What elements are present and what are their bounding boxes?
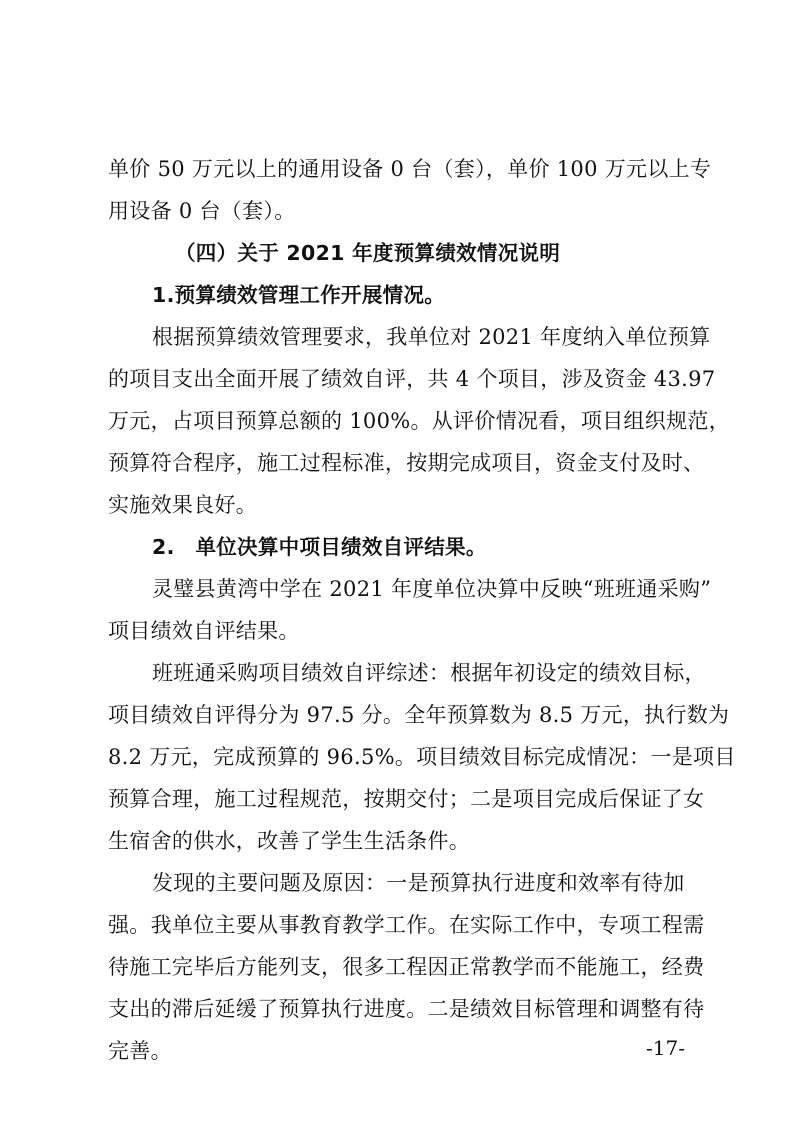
paragraph-line: 完善。: [108, 1039, 172, 1063]
paragraph-line: 单价 50 万元以上的通用设备 0 台（套），单价 100 万元以上专: [108, 157, 712, 181]
paragraph-line: 预算符合程序，施工过程标准，按期完成项目，资金支付及时、: [108, 451, 705, 475]
subsection-heading: 1.预算绩效管理工作开展情况。: [152, 283, 446, 307]
section-heading: （四）关于 2021 年度预算绩效情况说明: [175, 241, 561, 265]
paragraph-line: 实施效果良好。: [108, 493, 258, 517]
page-number: -17-: [646, 1036, 685, 1060]
paragraph-line: 发现的主要问题及原因：一是预算执行进度和效率有待加: [152, 871, 685, 895]
paragraph-line: 生宿舍的供水，改善了学生生活条件。: [108, 829, 471, 853]
paragraph-line: 班班通采购项目绩效自评综述：根据年初设定的绩效目标，: [152, 661, 706, 685]
paragraph-line: 待施工完毕后方能列支，很多工程因正常教学而不能施工，经费: [108, 955, 705, 979]
paragraph-line: 预算合理，施工过程规范，按期交付；二是项目完成后保证了女: [108, 787, 705, 811]
paragraph-line: 灵璧县黄湾中学在 2021 年度单位决算中反映“班班通采购”: [152, 577, 712, 601]
paragraph-line: 项目绩效自评结果。: [108, 619, 300, 643]
paragraph-line: 项目绩效自评得分为 97.5 分。全年预算数为 8.5 万元，执行数为: [108, 703, 730, 727]
paragraph-line: 强。我单位主要从事教育教学工作。在实际工作中，专项工程需: [108, 913, 705, 937]
paragraph-line: 8.2 万元，完成预算的 96.5%。项目绩效目标完成情况：一是项目: [108, 745, 736, 769]
paragraph-line: 用设备 0 台（套）。: [108, 199, 296, 223]
paragraph-line: 支出的滞后延缓了预算执行进度。二是绩效目标管理和调整有待: [108, 997, 705, 1021]
paragraph-line: 万元，占项目预算总额的 100%。从评价情况看，项目组织规范，: [108, 409, 731, 433]
subsection-heading: 2. 单位决算中项目绩效自评结果。: [152, 535, 487, 559]
paragraph-line: 的项目支出全面开展了绩效自评，共 4 个项目，涉及资金 43.97: [108, 367, 716, 391]
paragraph-line: 根据预算绩效管理要求，我单位对 2021 年度纳入单位预算: [152, 325, 711, 349]
